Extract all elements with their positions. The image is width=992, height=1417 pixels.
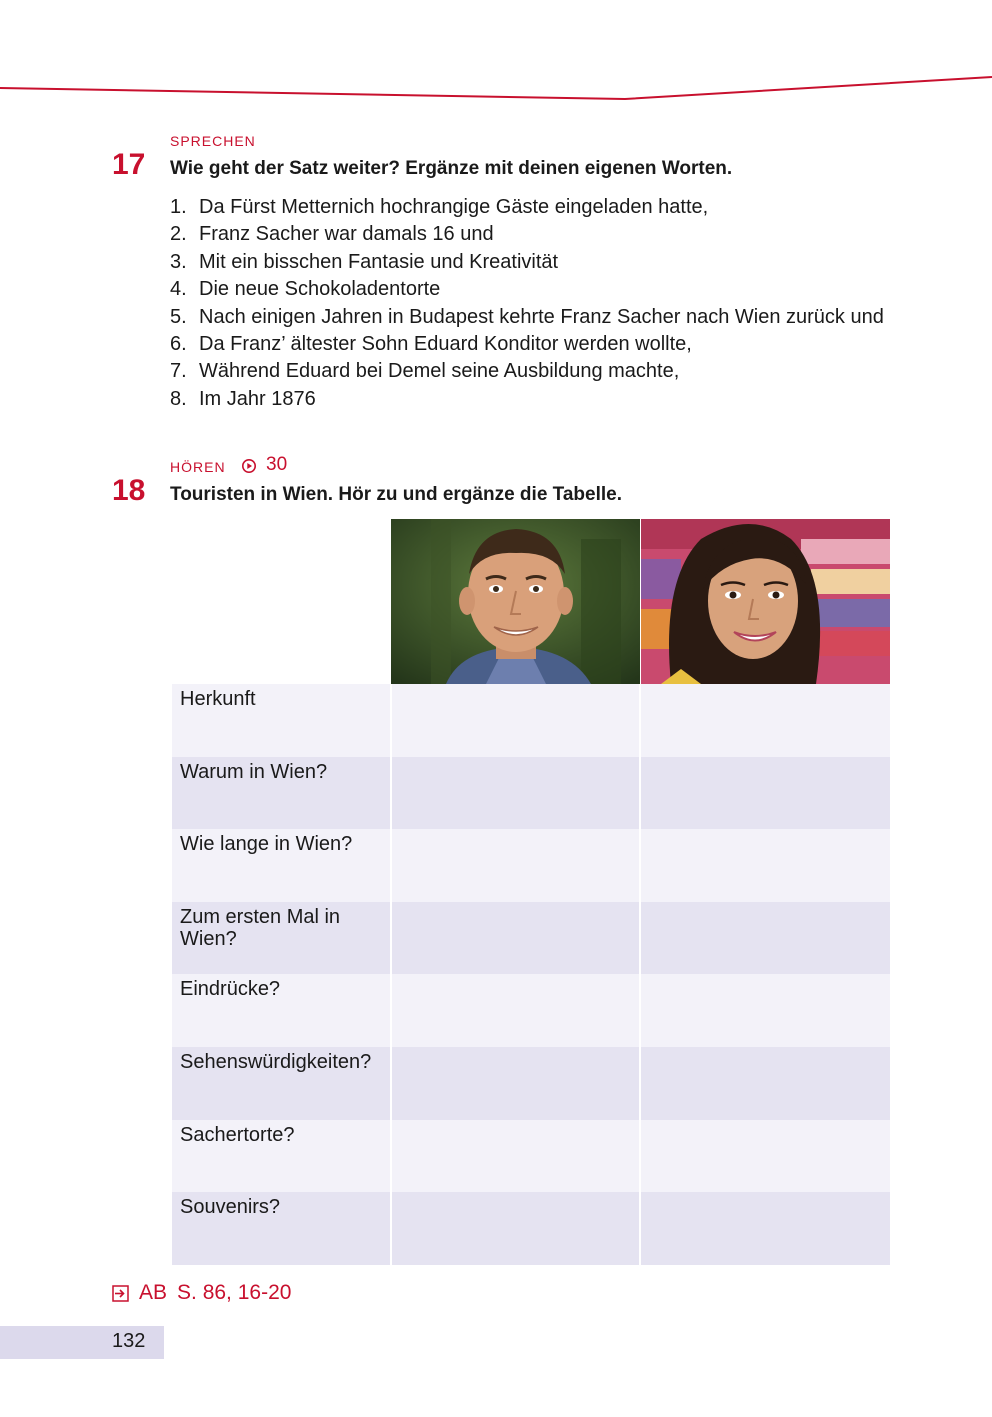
table-row <box>172 902 890 975</box>
table-row <box>172 1047 890 1120</box>
row-label: Warum in Wien? <box>172 757 390 830</box>
row-label: Wie lange in Wien? <box>172 829 390 902</box>
answer-cell-man[interactable] <box>392 1047 639 1120</box>
answer-cell-man[interactable] <box>392 1120 639 1193</box>
row-label: Sachertorte? <box>172 1120 390 1193</box>
answer-cell-woman[interactable] <box>641 974 890 1047</box>
row-label: Souvenirs? <box>172 1192 390 1265</box>
table-row <box>172 684 890 757</box>
workbook-reference[interactable] <box>112 1281 291 1305</box>
header-rule <box>0 70 992 110</box>
exercise-17-title: Wie geht der Satz weiter? Ergänze mit deinen eigenen Worten. <box>170 158 733 179</box>
list-item: 5. Nach einigen Jahren in Budapest kehrte Franz Sacher nach Wien zurück und <box>170 305 884 328</box>
answer-cell-woman[interactable] <box>641 757 890 830</box>
answer-cell-woman[interactable] <box>641 1120 890 1193</box>
ab-label: AB <box>139 1281 168 1304</box>
list-item: 3. Mit ein bisschen Fantasie und Kreativität <box>170 250 559 273</box>
exercise-17-number: 17 <box>112 148 146 181</box>
page-number: 132 <box>112 1330 146 1352</box>
list-item: 6. Da Franz’ ältester Sohn Eduard Konditor werden wollte, <box>170 332 692 355</box>
tourist-table <box>172 684 890 1265</box>
list-item: 8. Im Jahr 1876 <box>170 387 316 410</box>
exercise-18-number: 18 <box>112 474 146 507</box>
answer-cell-woman[interactable] <box>641 684 890 757</box>
table-row <box>172 757 890 830</box>
answer-cell-man[interactable] <box>392 829 639 902</box>
row-label: Zum ersten Mal in Wien? <box>172 902 390 975</box>
answer-cell-man[interactable] <box>392 684 639 757</box>
answer-cell-woman[interactable] <box>641 1047 890 1120</box>
answer-cell-man[interactable] <box>392 1192 639 1265</box>
play-circle-icon[interactable] <box>241 458 257 474</box>
exercise-18-type: HÖREN <box>170 459 226 475</box>
list-item: 2. Franz Sacher war damals 16 und <box>170 223 494 246</box>
list-item: 7. Während Eduard bei Demel seine Ausbildung machte, <box>170 360 680 383</box>
row-label: Herkunft <box>172 684 390 757</box>
answer-cell-woman[interactable] <box>641 902 890 975</box>
ab-pages: S. 86, 16-20 <box>177 1281 292 1304</box>
list-item: 1. Da Fürst Metternich hochrangige Gäste eingeladen hatte, <box>170 196 709 218</box>
photo-young-man <box>391 519 640 684</box>
answer-cell-man[interactable] <box>392 974 639 1047</box>
answer-cell-man[interactable] <box>392 757 639 830</box>
row-label: Eindrücke? <box>172 974 390 1047</box>
row-label: Sehenswürdigkeiten? <box>172 1047 390 1120</box>
photo-young-woman <box>641 519 890 684</box>
exercise-17-type: SPRECHEN <box>170 133 256 149</box>
answer-cell-man[interactable] <box>392 902 639 975</box>
list-item: 4. Die neue Schokoladentorte <box>170 278 441 301</box>
sentence-list <box>170 194 884 413</box>
answer-cell-woman[interactable] <box>641 1192 890 1265</box>
table-row <box>172 829 890 902</box>
arrow-into-box-icon <box>112 1285 129 1302</box>
table-row <box>172 1120 890 1193</box>
audio-track-number: 30 <box>266 454 288 475</box>
exercise-18-title: Touristen in Wien. Hör zu und ergänze die Tabelle. <box>170 484 623 505</box>
table-row <box>172 974 890 1047</box>
answer-cell-woman[interactable] <box>641 829 890 902</box>
table-row <box>172 1192 890 1265</box>
